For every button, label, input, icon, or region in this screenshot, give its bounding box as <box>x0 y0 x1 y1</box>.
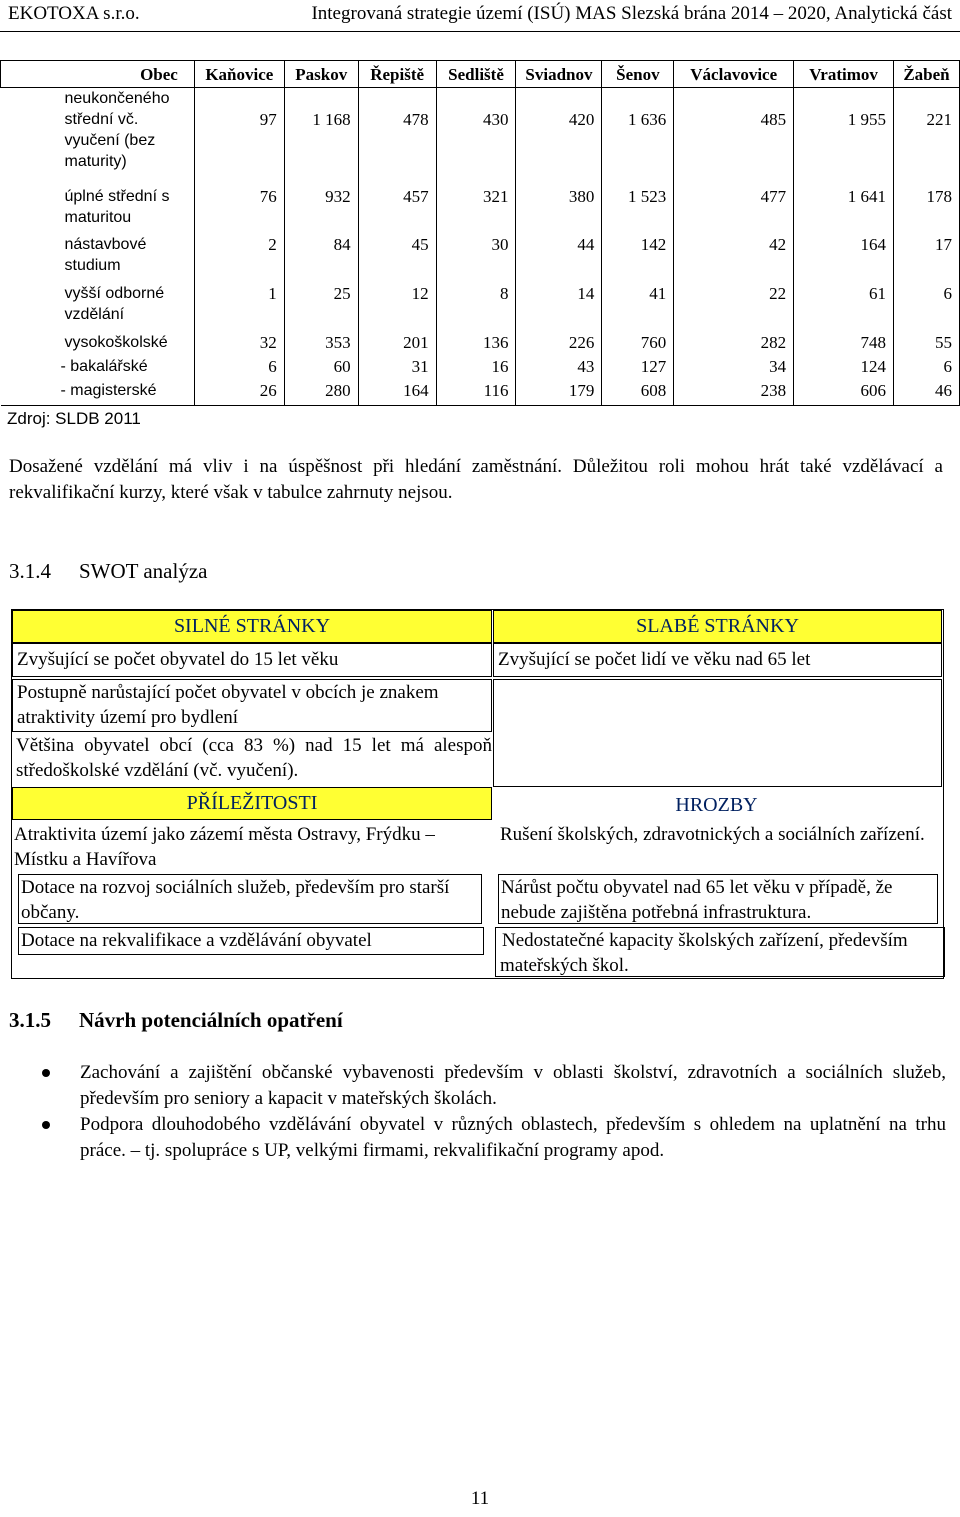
table-cell: 25 <box>284 283 358 332</box>
table-cell: 61 <box>794 283 894 332</box>
table-cell: 60 <box>284 356 358 380</box>
table-cell: 55 <box>894 332 960 356</box>
table-cell: 76 <box>194 186 284 235</box>
table-cell: 34 <box>674 356 794 380</box>
table-cell: 2 <box>194 234 284 283</box>
weakness-item: Zvyšující se počet lidí ve věku nad 65 let <box>493 643 942 677</box>
table-cell: 238 <box>674 380 794 405</box>
row-label <box>1 234 195 283</box>
section-title: Návrh potenciálních opatření <box>79 1008 343 1032</box>
table-body <box>1 88 960 406</box>
table-cell: 321 <box>436 186 516 235</box>
row-label <box>1 88 195 186</box>
table-row <box>1 332 960 356</box>
col-header: Obec <box>1 61 195 88</box>
table-cell: 6 <box>194 356 284 380</box>
table-cell: 1 523 <box>602 186 674 235</box>
table-cell: 8 <box>436 283 516 332</box>
row-label-line: střední vč. <box>64 111 139 128</box>
section-number: 3.1.5 <box>9 1008 51 1032</box>
table-cell: 32 <box>194 332 284 356</box>
table-cell: 43 <box>516 356 602 380</box>
table-cell: 46 <box>894 380 960 405</box>
table-cell: 380 <box>516 186 602 235</box>
table-cell: 477 <box>674 186 794 235</box>
strength-item: Zvyšující se počet obyvatel do 15 let věku <box>12 643 492 677</box>
col-header: Řepiště <box>358 61 436 88</box>
table-cell: 430 <box>436 88 516 186</box>
list-item <box>80 1060 946 1112</box>
table-cell: 485 <box>674 88 794 186</box>
table-cell: 22 <box>674 283 794 332</box>
table-cell: 116 <box>436 380 516 405</box>
table-row <box>1 234 960 283</box>
table-cell: 1 168 <box>284 88 358 186</box>
table-cell: 124 <box>794 356 894 380</box>
list-item-text: Podpora dlouhodobého vzdělávání obyvatel v různých oblastech, především s ohledem na uplatnění na trhu práce. – tj. spolupráce s UP, velkými firmami, rekvalifikační programy apod. <box>80 1114 946 1161</box>
row-label <box>1 283 195 332</box>
body-paragraph: Dosažené vzdělání má vliv i na úspěšnost při hledání zaměstnání. Důležitou roli mohou hrát také vzdělávací a rekvalifikační kurzy, které však v tabulce zahrnuty nejsou. <box>9 456 943 503</box>
table-cell: 41 <box>602 283 674 332</box>
weakness-empty-cell <box>493 679 942 787</box>
table-cell: 1 636 <box>602 88 674 186</box>
table-cell: 221 <box>894 88 960 186</box>
threat-item: Nárůst počtu obyvatel nad 65 let věku v případě, že nebude zajištěna potřebná infrastruktura. <box>498 874 938 924</box>
table-cell: 353 <box>284 332 358 356</box>
threats-header: HROZBY <box>675 794 758 816</box>
col-header: Žabeň <box>894 61 960 88</box>
table-source: Zdroj: SLDB 2011 <box>7 409 141 428</box>
col-header: Václavovice <box>674 61 794 88</box>
header-title: Integrovaná strategie území (ISÚ) MAS Slezská brána 2014 – 2020, Analytická část <box>311 3 952 24</box>
row-label <box>1 332 195 356</box>
opportunity-item: Dotace na rekvalifikace a vzdělávání obyvatel <box>18 927 484 955</box>
header-company: EKOTOXA s.r.o. <box>8 3 140 24</box>
table-cell: 606 <box>794 380 894 405</box>
col-header: Šenov <box>602 61 674 88</box>
table-cell: 1 <box>194 283 284 332</box>
table-cell: 31 <box>358 356 436 380</box>
table-cell: 127 <box>602 356 674 380</box>
strength-item: Postupně narůstající počet obyvatel v obcích je znakem atraktivity území pro bydlení <box>12 679 492 732</box>
opportunities-header: PŘÍLEŽITOSTI <box>12 787 492 820</box>
table-cell: 142 <box>602 234 674 283</box>
table-cell: 226 <box>516 332 602 356</box>
measures-list <box>80 1060 946 1164</box>
table-cell: 608 <box>602 380 674 405</box>
table-cell: 14 <box>516 283 602 332</box>
table-cell: 164 <box>358 380 436 405</box>
threat-item: Rušení školských, zdravotnických a sociálních zařízení. <box>500 824 925 845</box>
table-cell: 478 <box>358 88 436 186</box>
row-label-line: vyšší odborné <box>64 285 165 303</box>
row-label-line: vyučení (bez <box>64 132 156 149</box>
table-cell: 6 <box>894 356 960 380</box>
col-header: Sedliště <box>436 61 516 88</box>
bullet-icon <box>42 1121 50 1129</box>
table-cell: 179 <box>516 380 602 405</box>
row-label-line: maturity) <box>64 153 127 170</box>
table-cell: 1 955 <box>794 88 894 186</box>
table-cell: 84 <box>284 234 358 283</box>
table-cell: 932 <box>284 186 358 235</box>
table-cell: 30 <box>436 234 516 283</box>
table-cell: 16 <box>436 356 516 380</box>
table-row <box>1 356 960 380</box>
row-label-line: maturitou <box>64 208 132 226</box>
threat-item: Nedostatečné kapacity školských zařízení, především mateřských škol. <box>495 927 945 977</box>
table-cell: 45 <box>358 234 436 283</box>
table-cell: 97 <box>194 88 284 186</box>
table-cell: 42 <box>674 234 794 283</box>
table-cell: 6 <box>894 283 960 332</box>
table-cell: 44 <box>516 234 602 283</box>
header-divider <box>0 31 960 32</box>
opportunity-item: Atraktivita území jako zázemí města Ostravy, Frýdku – Místku a Havířova <box>14 824 435 870</box>
table-cell: 282 <box>674 332 794 356</box>
table-cell: 760 <box>602 332 674 356</box>
row-label-line: - magisterské <box>60 382 157 400</box>
strength-item: Většina obyvatel obcí (cca 83 %) nad 15 let má alespoň středoškolské vzdělání (vč. vyučení). <box>16 735 492 781</box>
table-cell: 457 <box>358 186 436 235</box>
table-cell: 136 <box>436 332 516 356</box>
table-cell: 164 <box>794 234 894 283</box>
table-cell: 280 <box>284 380 358 405</box>
strengths-header: SILNÉ STRÁNKY <box>12 610 492 643</box>
table-cell: 1 641 <box>794 186 894 235</box>
row-label <box>1 356 195 380</box>
table-header-row <box>1 61 960 88</box>
table-cell: 17 <box>894 234 960 283</box>
weaknesses-header: SLABÉ STRÁNKY <box>493 610 942 643</box>
table-row <box>1 88 960 186</box>
opportunity-item: Dotace na rozvoj sociálních služeb, především pro starší občany. <box>18 874 482 924</box>
list-item-text: Zachování a zajištění občanské vybavenosti především v oblasti školství, zdravotních a sociálních služeb, především pro seniory a kapacit v mateřských školách. <box>80 1062 946 1109</box>
row-label <box>1 186 195 235</box>
table-cell: 201 <box>358 332 436 356</box>
swot-table <box>11 609 944 979</box>
row-label-line: vysokoškolské <box>64 333 168 351</box>
page-number: 11 <box>470 1488 490 1509</box>
section-title: SWOT analýza <box>79 559 208 583</box>
table-cell: 26 <box>194 380 284 405</box>
row-label-line: - bakalářské <box>60 358 148 376</box>
table-cell: 420 <box>516 88 602 186</box>
section-number: 3.1.4 <box>9 559 51 583</box>
row-label-line: neukončeného <box>64 90 170 107</box>
row-label-line: úplné střední s <box>64 187 170 205</box>
row-label-line: nástavbové <box>64 236 147 254</box>
section-heading-swot <box>9 559 207 584</box>
section-heading-measures <box>9 1008 343 1033</box>
col-header: Sviadnov <box>516 61 602 88</box>
list-item <box>80 1112 946 1164</box>
table-row <box>1 380 960 405</box>
row-label-line: vzdělání <box>64 306 125 324</box>
table-cell: 12 <box>358 283 436 332</box>
col-header: Vratimov <box>794 61 894 88</box>
row-label <box>1 380 195 405</box>
row-label-line: studium <box>64 257 121 275</box>
col-header: Paskov <box>284 61 358 88</box>
col-header: Kaňovice <box>194 61 284 88</box>
bullet-icon <box>42 1069 50 1077</box>
table-row <box>1 186 960 235</box>
table-cell: 178 <box>894 186 960 235</box>
table-row <box>1 283 960 332</box>
education-table <box>0 60 960 406</box>
table-cell: 748 <box>794 332 894 356</box>
